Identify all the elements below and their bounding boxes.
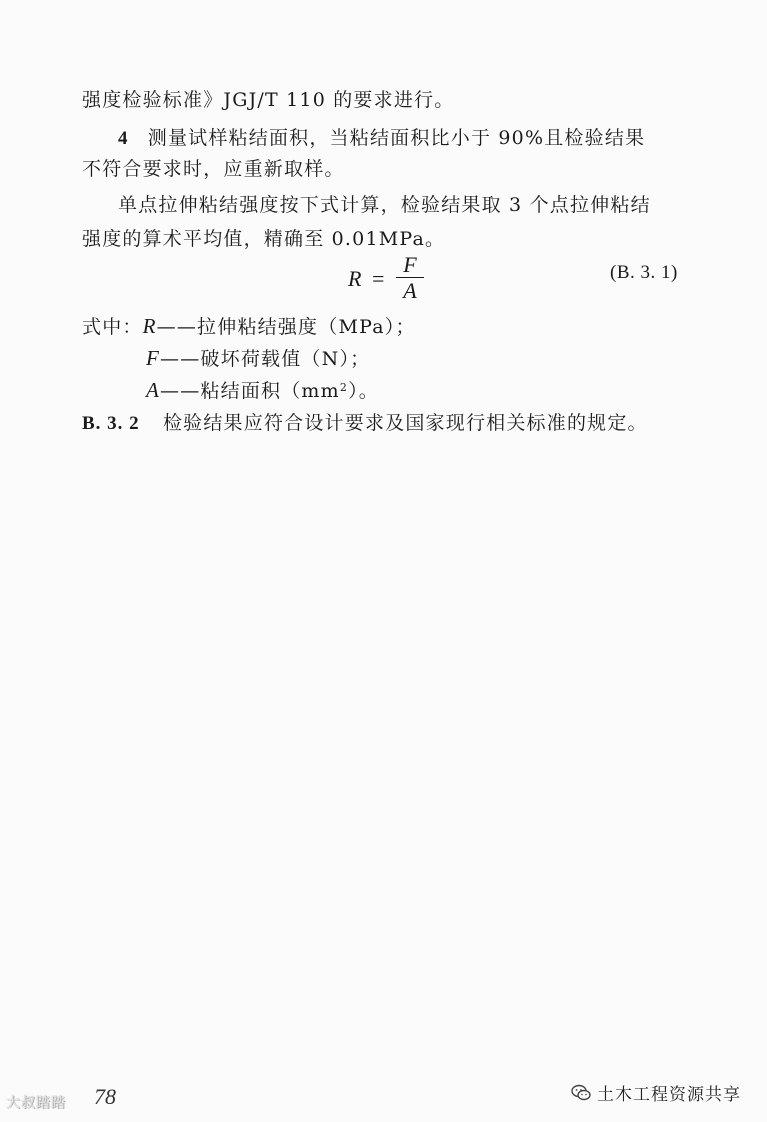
formula-numerator: F [403, 252, 417, 277]
where-desc-a-before: ——粘结面积（mm [160, 380, 340, 402]
formula-label: (B. 3. 1) [610, 262, 678, 283]
where-desc-f: ——破坏荷载值（N）； [160, 348, 371, 370]
text-line-2 [118, 124, 645, 153]
wechat-icon [571, 1084, 591, 1102]
formula-lhs: R [348, 266, 362, 291]
watermark-right [571, 1080, 741, 1105]
line-3-text: 不符合要求时，应重新取样。 [82, 158, 345, 180]
text-line-3 [82, 155, 345, 183]
where-symbol-r: R [142, 314, 157, 338]
watermark-left [6, 1092, 66, 1112]
where-prefix: 式中： [82, 316, 143, 338]
where-line-1 [82, 312, 416, 341]
clause-number: B. 3. 2 [82, 413, 140, 434]
watermark-left-text: 大叔踏踏 [6, 1095, 66, 1111]
line-1-text: 强度检验标准》JGJ/T 110 的要求进行。 [82, 89, 455, 111]
text-line-4 [118, 191, 651, 219]
formula-fraction [396, 254, 424, 302]
text-line-1 [82, 86, 454, 114]
line-5-text: 强度的算术平均值，精确至 0.01MPa。 [82, 228, 446, 250]
where-line-2 [146, 344, 370, 373]
where-line-3 [146, 376, 379, 405]
text-line-5 [82, 225, 445, 253]
where-symbol-f: F [146, 346, 161, 370]
formula [348, 254, 438, 304]
formula-equals: = [372, 266, 385, 291]
where-desc-a-sup: 2 [339, 381, 349, 394]
line-2-text: 测量试样粘结面积，当粘结面积比小于 90%且检验结果 [147, 127, 646, 149]
watermark-right-text: 土木工程资源共享 [597, 1085, 741, 1105]
clause-text: 检验结果应符合设计要求及国家现行相关标准的规定。 [162, 412, 648, 434]
item-number: 4 [118, 128, 129, 149]
where-desc-r: ——拉伸粘结强度（MPa）； [156, 316, 416, 338]
where-desc-a-after: ）。 [348, 380, 379, 402]
clause-line [82, 409, 648, 438]
where-symbol-a: A [146, 378, 161, 402]
line-4-text: 单点拉伸粘结强度按下式计算，检验结果取 3 个点拉伸粘结 [118, 194, 651, 216]
page-number: 78 [94, 1084, 116, 1109]
formula-denominator: A [403, 278, 417, 303]
